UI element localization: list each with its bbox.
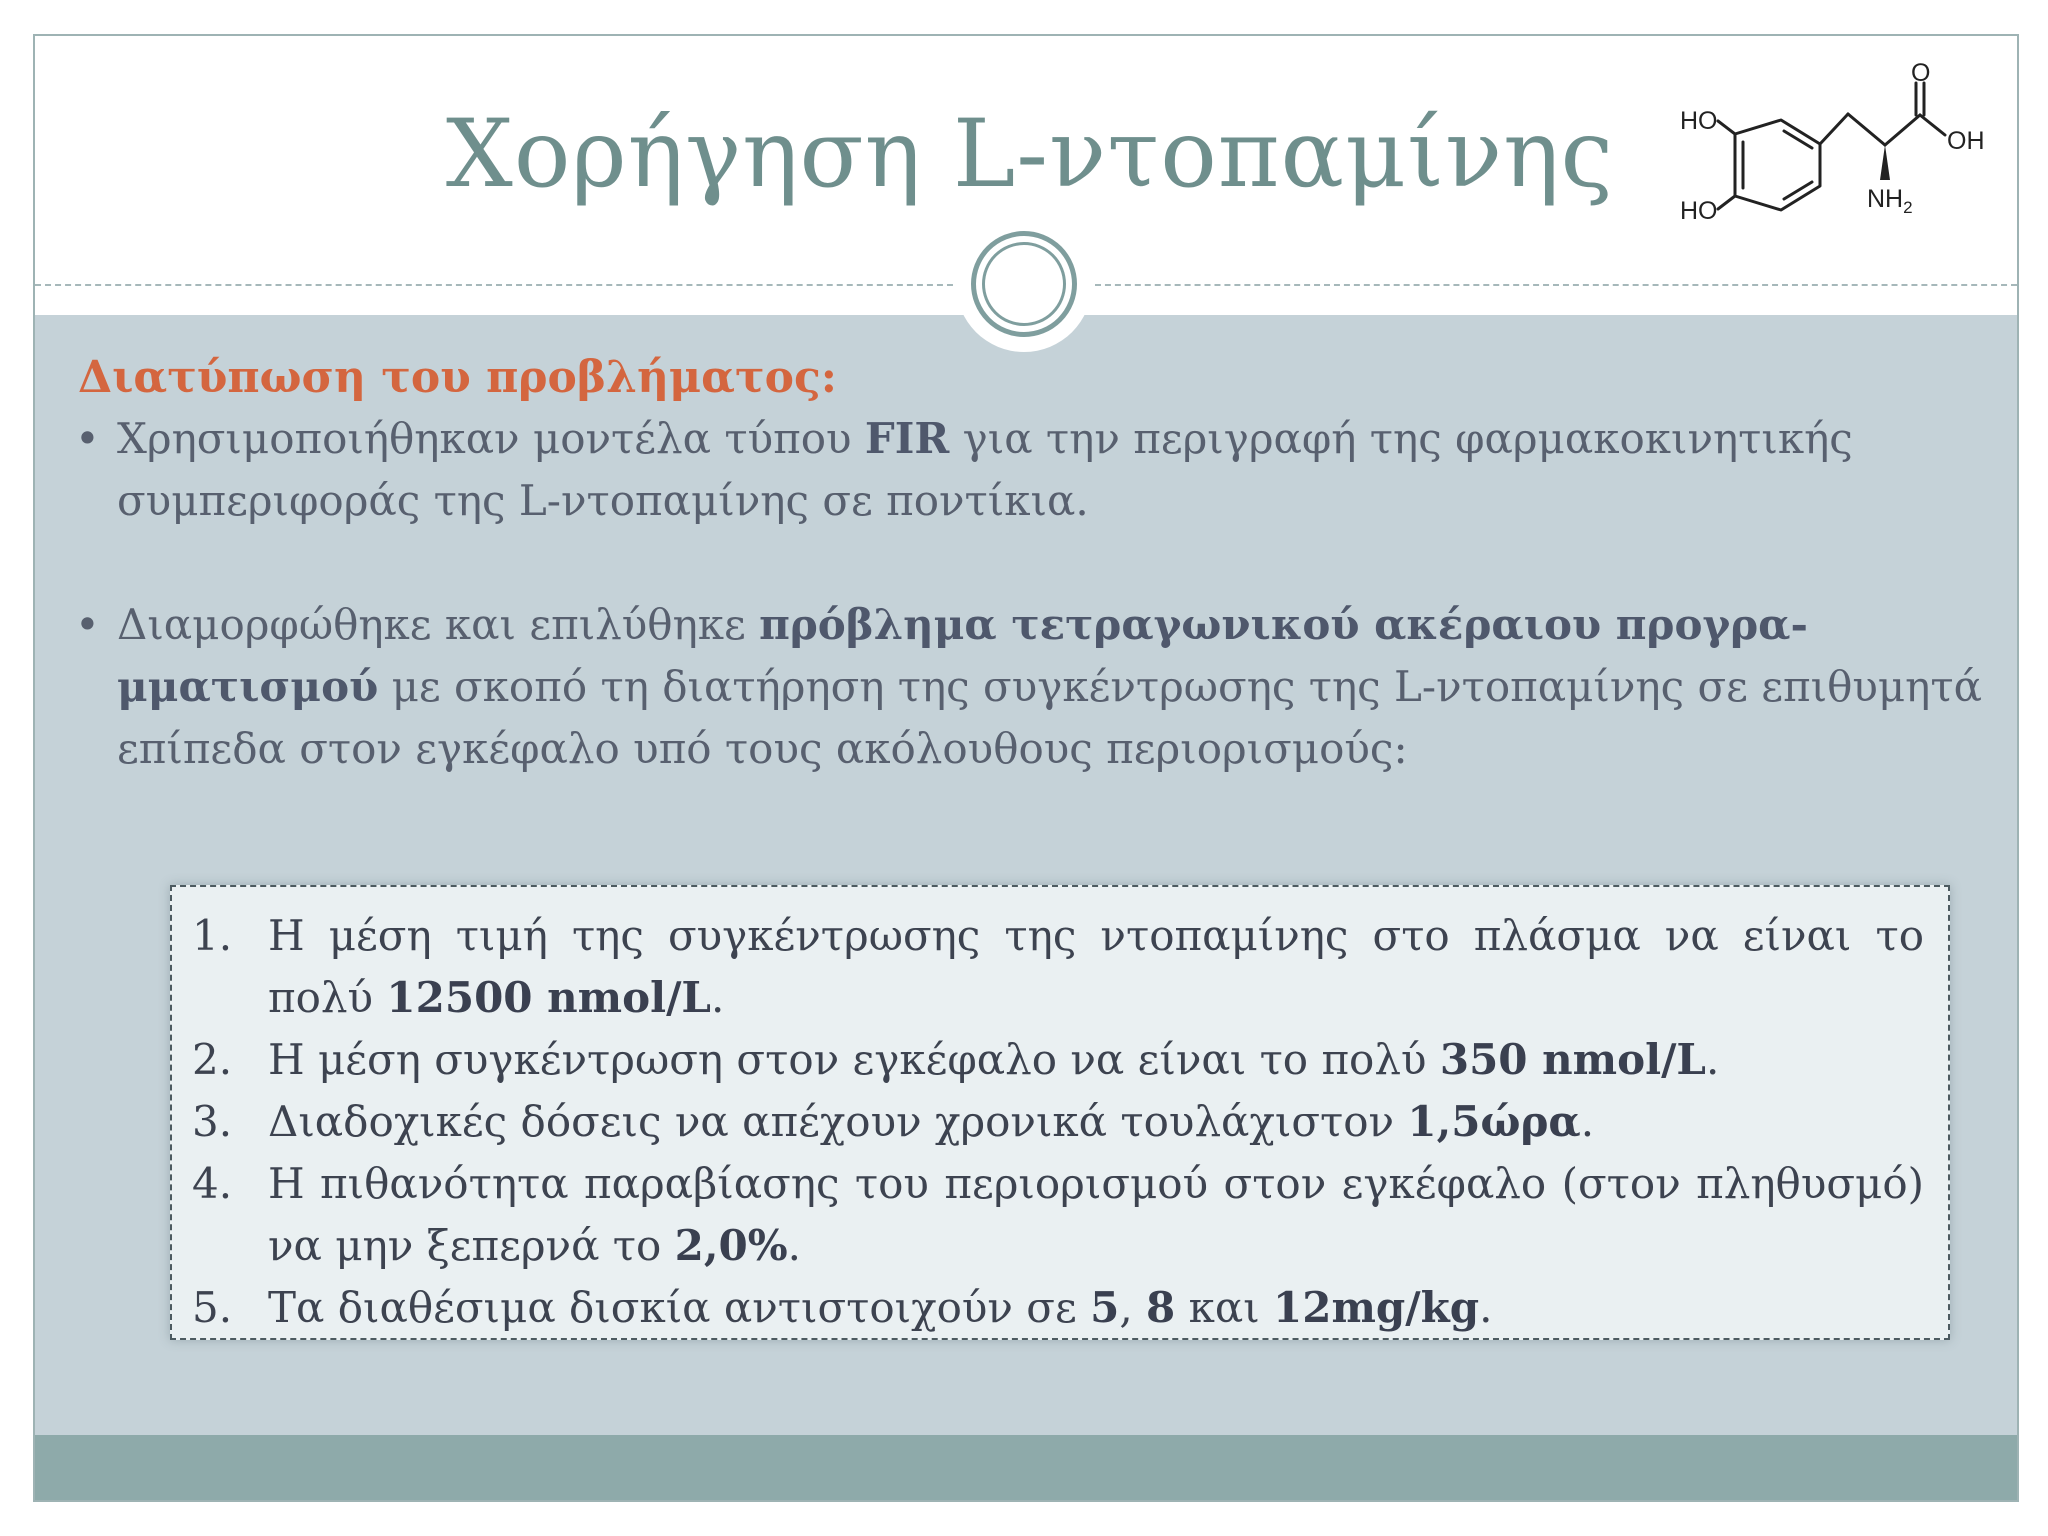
hydroxyl-label: OH	[1947, 127, 1985, 155]
ho-bottom-label: HO	[1680, 197, 1718, 225]
bullet-item-fir-models: • Χρησιμοποιήθηκαν μοντέλα τύπου FIR για την περιγραφή της φαρμακοκινητικής συμπεριφοράς της L-ντοπαμίνης σε ποντίκια.	[75, 408, 1995, 532]
constraint-item: 1. Η μέση τιμή της συγκέντρωσης της ντοπαμίνης στο πλάσμα να είναι το πολύ 12500 nmol/L.	[192, 911, 1924, 1022]
slide-title: Χορήγηση L-ντοπαμίνης	[445, 100, 1615, 209]
ho-top-label: HO	[1680, 107, 1718, 135]
bullet-list	[75, 408, 1995, 780]
constraint-item: 5. Τα διαθέσιμα δισκία αντιστοιχούν σε 5, 8 και 12mg/kg.	[192, 1283, 1493, 1332]
oxygen-label: O	[1911, 59, 1931, 87]
bullet-item-optimization-problem: • Διαμορφώθηκε και επιλύθηκε πρόβλημα τετραγωνικού ακέραιου προγρα-μματισμού με σκοπό τη διατήρηση της συγκέντρωσης της L-ντοπαμίνης σε επιθυμητά επίπεδα στον εγκέφαλο υπό τους ακόλουθους περιορισμούς:	[75, 594, 1995, 780]
amine-label: $NH_2$	[1867, 185, 1913, 217]
title-divider-left	[35, 284, 963, 286]
constraint-item: 3. Διαδοχικές δόσεις να απέχουν χρονικά τουλάχιστον 1,5ώρα.	[192, 1097, 1595, 1146]
l-dopa-structure-image	[1640, 50, 2000, 235]
constraints-list	[172, 887, 1948, 1339]
constraints-box	[170, 885, 1950, 1340]
constraint-item: 2. Η μέση συγκέντρωση στον εγκέφαλο να είναι το πολύ 350 nmol/L.	[192, 1035, 1720, 1084]
problem-heading: Διατύπωση του προβλήματος:	[78, 352, 837, 403]
title-divider-right	[1095, 284, 2017, 286]
medallion-ring-inner	[982, 242, 1066, 326]
constraint-item: 4. Η πιθανότητα παραβίασης του περιορισμού στον εγκέφαλο (στον πληθυσμό) να μην ξεπερνά το 2,0%.	[192, 1159, 1924, 1270]
footer-band	[35, 1435, 2017, 1500]
